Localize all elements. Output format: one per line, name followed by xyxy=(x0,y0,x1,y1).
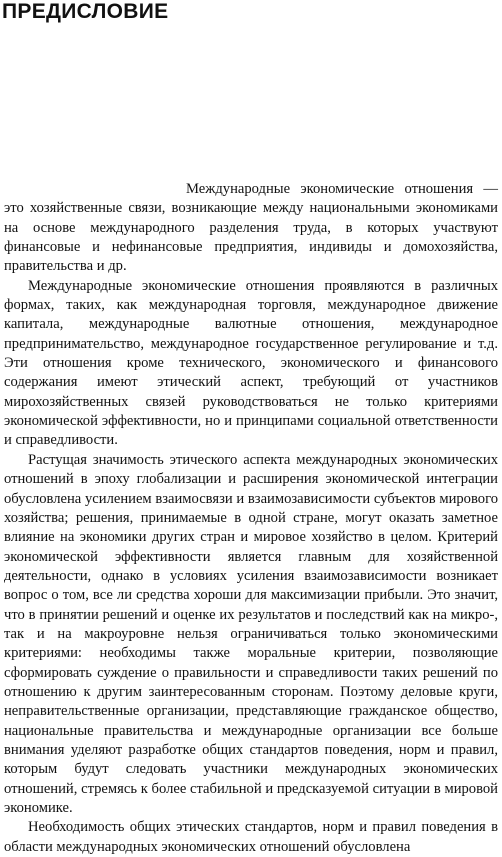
paragraph-2: Международные экономические отношения проявляются в различных формах, таких, как международная торговля, международное движение капитала, международные валютные отношения, международное предпринимательство, международное государственное регулирование и т.д. Эти отношения кроме технического, экономического и финансового содержания имеют этический аспект, требующий от участников мирохозяйственных связей руководствоваться не только критериями экономической эффективности, но и принципами социальной ответственности и справедливости. xyxy=(4,277,498,449)
paragraph-1: Международные экономические отношения — это хозяйственные связи, возникающие между национальными экономиками на основе международного разделения труда, в которых участвуют финансовые и нефинансовые предприятия, индивиды и домохозяйства, правительства и др. xyxy=(4,181,498,275)
page-title: ПРЕДИСЛОВИЕ xyxy=(2,0,169,23)
paragraph-4: Необходимость общих этических стандартов, норм и правил поведения в области международных экономических отношений обусловлена xyxy=(4,819,498,855)
body-text xyxy=(4,180,498,857)
paragraph-3: Растущая значимость этического аспекта международных экономических отношений в эпоху глобализации и расширения экономической интеграции обусловлена усилением взаимосвязи и взаимозависимости субъектов мирового хозяйства; решения, принимаемые в одной стране, могут оказать заметное влияние на экономики других стран и мировое хозяйство в целом. Критерий экономической эффективности является главным для хозяйственной деятельности, однако в условиях усиления взаимозависимости возникает вопрос о том, все ли средства хороши для максимизации прибыли. Это значит, что в принятии решений и оценке их результатов и последствий как на микро-, так и на макроуровне нельзя ограничиваться только экономическими критериями: необходимы также моральные критерии, позволяющие сформировать суждение о правильности и справедливости таких решений по отношению к другим заинтересованным сторонам. Поэтому деловые круги, неправительственные организации, представляющие гражданское общество, национальные правительства и международные организации все больше внимания уделяют разработке общих стандартов поведения, норм и правил, которым будут следовать участники международных экономических отношений, стремясь к более стабильной и предсказуемой ситуации в мировой экономике. xyxy=(4,451,498,816)
